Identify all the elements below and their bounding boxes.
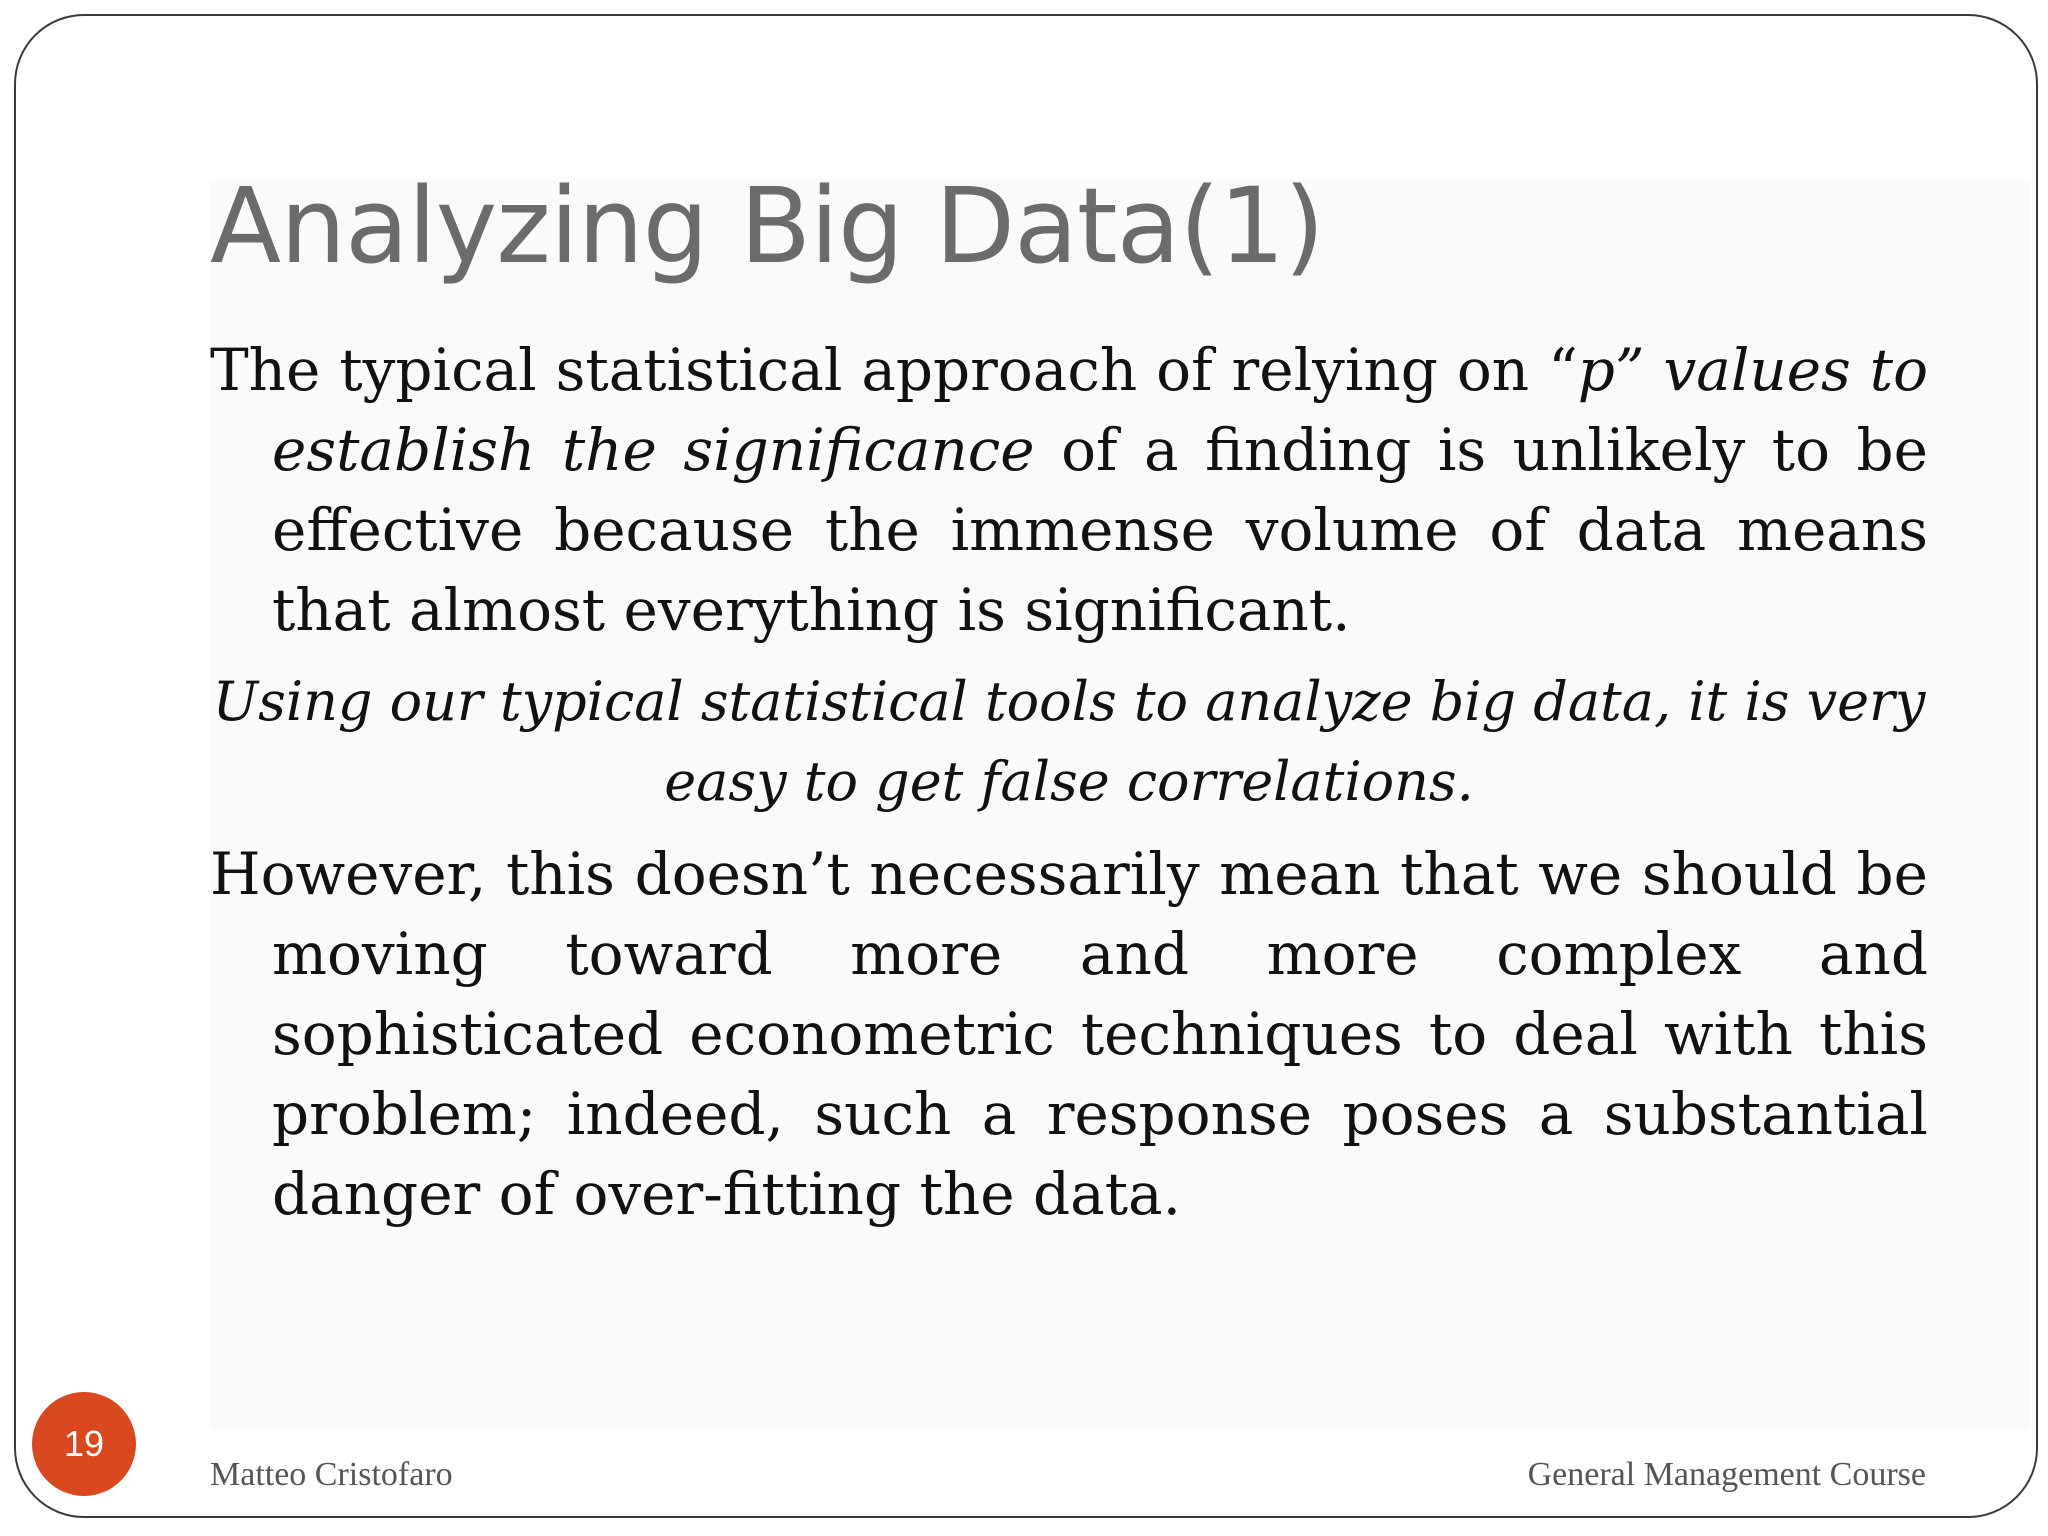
- slide-body: [210, 330, 1928, 1234]
- slide-title: Analyzing Big Data(1): [210, 165, 1324, 287]
- footer-course: General Management Course: [1527, 1456, 1926, 1493]
- quote-text-2: false correlations: [980, 750, 1457, 813]
- quote-text-1: Using our typical statistical tools to analyze big data, it is very easy to get: [212, 670, 1926, 813]
- paragraph-p-values-text-2: of a finding is unlikely to be effective because the immense volume of data means that almost everything is significant.: [272, 416, 1928, 644]
- paragraph-p-values: [210, 330, 1928, 650]
- paragraph-p-values-italic: p” values to establish the significance: [272, 336, 1928, 484]
- paragraph-over-fitting: However, this doesn’t necessarily mean that we should be moving toward more and more complex and sophisticated econometric techniques to deal with this problem; indeed, such a response poses a substantial danger of over-fitting the data.: [210, 840, 1928, 1228]
- slide-number-badge: 19: [32, 1392, 136, 1496]
- footer-author: Matteo Cristofaro: [210, 1456, 453, 1493]
- paragraph-p-values-text-1: The typical statistical approach of relying on “: [210, 336, 1578, 404]
- quote-text-3: .: [1456, 750, 1474, 813]
- quote-false-correlations: [210, 662, 1928, 822]
